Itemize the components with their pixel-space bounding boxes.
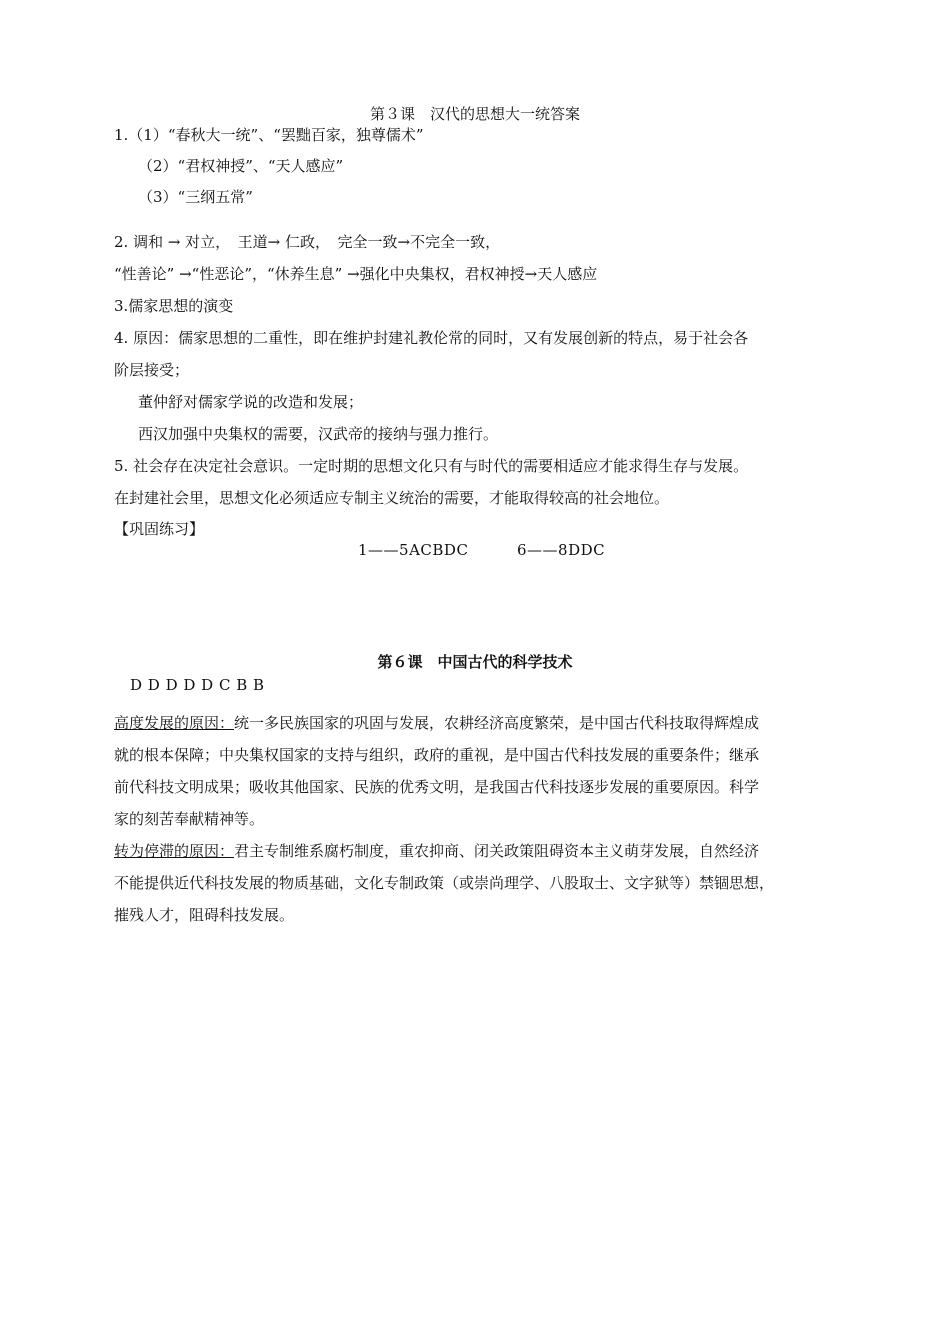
lesson6-title: 第６课 中国古代的科学技术 xyxy=(377,653,573,671)
reason1-line3: 前代科技文明成果；吸收其他国家、民族的优秀文明，是我国古代科技逐步发展的重要原因。科学 xyxy=(114,778,760,796)
q1-item1: 1.（1）“春秋大一统”、“罢黜百家，独尊儒术” xyxy=(114,126,424,144)
reason2-line1 xyxy=(114,841,759,861)
q3-line: 3.儒家思想的演变 xyxy=(114,297,234,315)
q1-item3: （3）“三纲五常” xyxy=(138,188,253,206)
practice-answers-1-5: 1——5ACBDC xyxy=(358,541,469,559)
q4-line3: 董仲舒对儒家学说的改造和发展； xyxy=(138,393,364,411)
reason2-line3: 摧残人才，阻碍科技发展。 xyxy=(114,906,295,924)
reason2-line2: 不能提供近代科技发展的物质基础，文化专制政策（或崇尚理学、八股取士、文字狱等）禁锢思想， xyxy=(114,874,775,892)
lesson3-title: 第３课 汉代的思想大一统答案 xyxy=(369,105,580,123)
practice-answers-6-8: 6——8DDC xyxy=(517,541,606,559)
q1-item2: （2）“君权神授”、“天人感应” xyxy=(138,157,344,175)
q2-line1: 2. 调和 → 对立， 王道→ 仁政， 完全一致→不完全一致， xyxy=(114,233,501,251)
q5-line1: 5. 社会存在决定社会意识。一定时期的思想文化只有与时代的需要相适应才能求得生存与发展。 xyxy=(114,457,749,475)
q4-line4: 西汉加强中央集权的需要，汉武帝的接纳与强力推行。 xyxy=(138,425,499,443)
q2-line2: “性善论” →“性恶论”，“休养生息” →强化中央集权，君权神授→天人感应 xyxy=(114,265,598,283)
reason1-label: 高度发展的原因： xyxy=(114,714,235,732)
reason2-text1: 君主专制维系腐朽制度，重农抑商、闭关政策阻碍资本主义萌芽发展，自然经济 xyxy=(234,842,760,860)
q5-line2: 在封建社会里，思想文化必须适应专制主义统治的需要，才能取得较高的社会地位。 xyxy=(114,489,670,507)
reason1-line1 xyxy=(114,713,759,733)
q4-line1: 4. 原因：儒家思想的二重性，即在维护封建礼教伦常的同时，又有发展创新的特点，易于社会各 xyxy=(114,329,749,347)
reason1-line2: 就的根本保障；中央集权国家的支持与组织，政府的重视，是中国古代科技发展的重要条件；继承 xyxy=(114,746,760,764)
q4-line2: 阶层接受； xyxy=(114,361,190,379)
practice-heading: 【巩固练习】 xyxy=(114,520,205,538)
lesson6-answers: D D D D D C B B xyxy=(130,676,265,694)
reason2-label: 转为停滞的原因： xyxy=(114,842,235,860)
reason1-text1: 统一多民族国家的巩固与发展，农耕经济高度繁荣，是中国古代科技取得辉煌成 xyxy=(234,714,760,732)
reason1-line4: 家的刻苦奉献精神等。 xyxy=(114,810,265,828)
